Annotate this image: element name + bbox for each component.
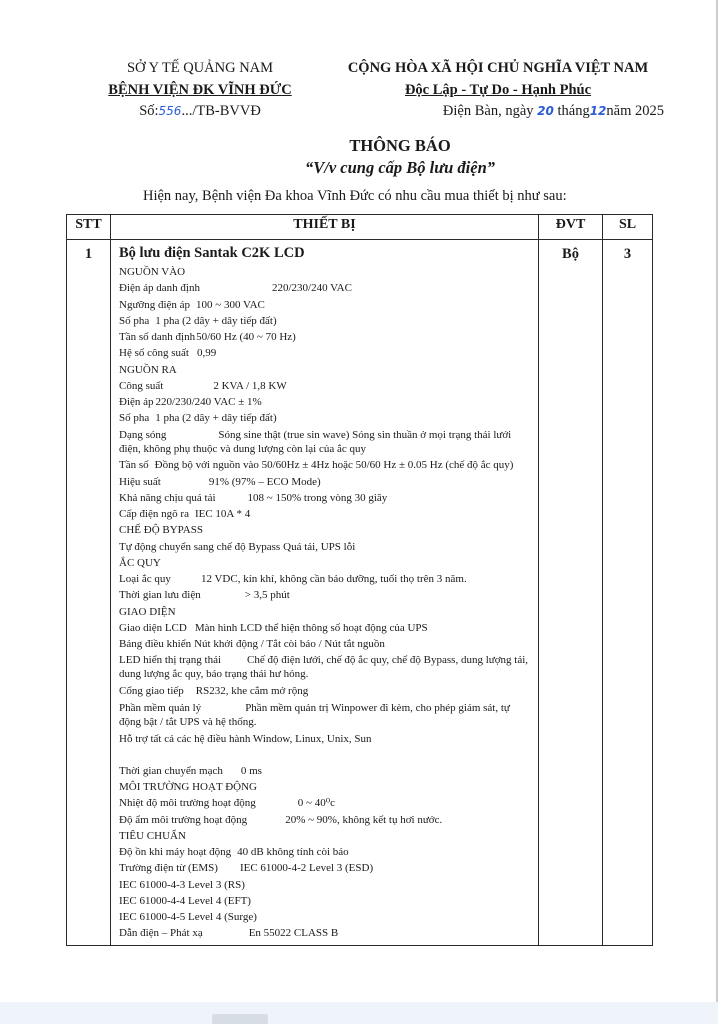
row-description — [111, 240, 539, 946]
notice-subject: “V/v cung cấp Bộ lưu điện” — [304, 158, 496, 177]
spec-value: 1 pha (2 dây + dây tiếp đất) — [155, 412, 277, 425]
spec-section-heading — [119, 779, 532, 795]
spec-key: Cấp điện ngõ ra — [119, 508, 189, 520]
spec-line — [119, 506, 532, 522]
spec-key: Độ ồn khi máy hoạt động — [119, 846, 232, 858]
item-name: Bộ lưu điện Santak C2K LCD — [119, 245, 305, 261]
spec-section-heading — [119, 909, 532, 925]
spec-section-heading — [119, 731, 532, 747]
spec-value: IEC 10A * 4 — [194, 508, 251, 520]
spec-key: Độ ẩm môi trường hoạt động — [119, 813, 248, 826]
spec-key: Ngưỡng điện áp — [119, 298, 191, 311]
spec-line — [119, 378, 532, 394]
spec-value: 0 ms — [240, 764, 262, 777]
nation-title: CỘNG HÒA XÃ HỘI CHỦ NGHĨA VIỆT NAM — [347, 60, 649, 76]
handwritten-day: 20 — [537, 104, 554, 118]
spec-key: Trường điện từ (EMS) — [119, 862, 218, 875]
spec-line — [119, 587, 532, 603]
spec-key: Hỗ trợ tất cả các hệ điều hành Window, Linux, Unix, Sun — [119, 732, 372, 745]
spec-value: 2 KVA / 1,8 KW — [213, 379, 287, 392]
spec-key: CHẾ ĐỘ BYPASS — [119, 524, 203, 537]
row-stt: 1 — [67, 240, 111, 946]
spec-key: Số pha — [119, 314, 150, 327]
national-motto: Độc Lập - Tự Do - Hạnh Phúc — [404, 81, 592, 98]
spec-line — [119, 329, 532, 345]
spec-key: Giao diện LCD — [119, 621, 187, 634]
spec-key: Bảng điều khiển — [119, 638, 192, 650]
spec-section-heading — [119, 522, 532, 538]
spec-key: Hệ số công suất — [119, 347, 189, 360]
spec-key: IEC 61000-4-3 Level 3 (RS) — [119, 878, 245, 891]
notice-title: THÔNG BÁO — [349, 136, 451, 155]
spec-key: Hiệu suất — [119, 475, 161, 488]
spec-key: Khả năng chịu quá tải — [119, 491, 216, 504]
notice-title-block — [130, 135, 670, 179]
spec-key: Phần mềm quản lý — [119, 701, 202, 714]
spec-section-heading — [119, 555, 532, 571]
number-prefix: Số: — [139, 103, 159, 119]
spec-value: Quá tải, UPS lỗi — [283, 540, 356, 553]
spec-value: 12 VDC, kín khí, không cần bảo dưỡng, tuổi thọ trên 3 năm. — [200, 573, 467, 585]
spec-value: 0 ~ 40⁰c — [297, 797, 335, 810]
spec-line — [119, 636, 532, 652]
spec-key: NGUỒN RA — [119, 363, 177, 376]
spec-value: RS232, khe cắm mở rộng — [195, 685, 309, 698]
viewer-bottom-strip — [0, 1002, 718, 1024]
spec-key: Dạng sóng — [119, 428, 167, 441]
spec-key: Điện áp — [119, 396, 154, 408]
spec-line — [119, 280, 532, 296]
spec-key: Điện áp danh định — [119, 282, 200, 295]
spec-list — [119, 264, 532, 942]
spec-key: IEC 61000-4-5 Level 4 (Surge) — [119, 911, 257, 923]
spec-line — [119, 474, 532, 490]
spec-section-heading — [119, 362, 532, 378]
spec-line — [119, 925, 532, 941]
spec-key: Dẫn điện – Phát xạ — [119, 927, 203, 940]
spec-value: Đồng bộ với nguồn vào 50/60Hz ± 4Hz hoặc 50/60 Hz ± 0.05 Hz (chế độ ắc quy) — [154, 458, 514, 471]
spec-line — [119, 428, 532, 456]
spec-line — [119, 490, 532, 506]
table-header-row — [67, 215, 653, 240]
spec-key: Thời gian lưu điện — [119, 589, 201, 602]
spec-value: 91% (97% – ECO Mode) — [208, 475, 321, 488]
spec-key: NGUỒN VÀO — [119, 266, 186, 278]
spec-value: IEC 61000-4-2 Level 3 (ESD) — [239, 862, 374, 875]
spec-line — [119, 297, 532, 313]
spec-key: LED hiển thị trạng thái — [119, 654, 222, 667]
viewer-scroll-thumb[interactable] — [212, 1014, 268, 1024]
spec-value: 108 ~ 150% trong vòng 30 giây — [247, 491, 388, 504]
document-number — [92, 101, 308, 123]
number-suffix: /TB-BVVĐ — [192, 103, 261, 119]
spec-section-heading — [119, 604, 532, 620]
spec-line — [119, 313, 532, 329]
spec-value: Màn hình LCD thể hiện thông số hoạt động của UPS — [194, 621, 428, 634]
spec-section-heading — [119, 828, 532, 844]
spec-value: Nút khởi động / Tắt còi báo / Nút tắt nguồn — [194, 638, 385, 650]
spec-key: ẮC QUY — [119, 556, 161, 569]
spec-key: Loại ắc quy — [119, 573, 171, 585]
col-header-device: THIẾT BỊ — [111, 215, 539, 240]
spec-key: Cổng giao tiếp — [119, 685, 184, 698]
row-qty: 3 — [603, 240, 653, 946]
year-label: năm 2025 — [606, 103, 664, 119]
handwritten-number: 556 — [158, 104, 182, 118]
spec-value: > 3,5 phút — [244, 589, 290, 602]
spec-section-heading — [119, 264, 532, 280]
department-name: SỞ Y TẾ QUẢNG NAM — [126, 60, 274, 76]
spec-section-heading — [119, 877, 532, 893]
spec-value: 50/60 Hz (40 ~ 70 Hz) — [196, 331, 296, 343]
col-header-qty: SL — [603, 215, 653, 240]
spec-value: 100 ~ 300 VAC — [196, 298, 265, 311]
handwritten-month: 12 — [589, 104, 607, 118]
spec-value: 40 dB không tính còi báo — [237, 846, 349, 858]
month-label: tháng — [557, 103, 590, 119]
spec-line — [119, 539, 532, 555]
spec-value: En 55022 CLASS B — [248, 927, 339, 940]
spec-line — [119, 683, 532, 699]
spec-line — [119, 620, 532, 636]
spec-spacer — [119, 747, 532, 763]
spec-key: GIAO DIỆN — [119, 605, 176, 618]
spec-line — [119, 763, 532, 779]
col-header-unit: ĐVT — [539, 215, 603, 240]
equipment-table — [66, 214, 653, 946]
dateline — [330, 101, 666, 123]
place: Điện Bàn, ngày — [442, 103, 534, 119]
hospital-name: BỆNH VIỆN ĐK VĨNH ĐỨC — [108, 81, 292, 98]
spec-key: Công suất — [119, 379, 164, 392]
table-row — [67, 240, 653, 946]
spec-line — [119, 844, 532, 860]
row-unit: Bộ — [539, 240, 603, 946]
spec-value: 1 pha (2 dây + dây tiếp đất) — [155, 314, 277, 327]
spec-key: Tần số — [119, 458, 149, 471]
spec-key: IEC 61000-4-4 Level 4 (EFT) — [119, 894, 251, 907]
spec-key: MÔI TRƯỜNG HOẠT ĐỘNG — [119, 781, 257, 793]
spec-key: Tần số danh định — [119, 331, 196, 343]
spec-line — [119, 653, 532, 681]
spec-key: Số pha — [119, 412, 150, 425]
spec-line — [119, 701, 532, 729]
spec-value: Phần mềm quản trị Winpower đi kèm, cho phép giám sát, tự động bật / tắt UPS và hệ thống. — [119, 701, 510, 728]
spec-value: 220/230/240 VAC ± 1% — [155, 396, 262, 408]
spec-key: Tự động chuyển sang chế độ Bypass — [119, 540, 281, 553]
spec-line — [119, 345, 532, 361]
spec-value: 20% ~ 90%, không kết tụ hơi nước. — [285, 813, 443, 826]
spec-section-heading — [119, 893, 532, 909]
intro-paragraph: Hiện nay, Bệnh viện Đa khoa Vĩnh Đức có nhu cầu mua thiết bị như sau: — [143, 188, 567, 204]
spec-value: 220/230/240 VAC — [271, 282, 352, 295]
spec-line — [119, 394, 532, 410]
spec-value: Sóng sine thật (true sin wave) Sóng sin thuần ở mọi trạng thái lưới điện, không phụ thuộc và dung lượng còn lại của ắc quy — [119, 428, 512, 455]
spec-line — [119, 458, 532, 472]
spec-key: Nhiệt độ môi trường hoạt động — [119, 797, 256, 810]
number-dots: ... — [181, 103, 193, 119]
spec-line — [119, 812, 532, 828]
national-header — [330, 58, 666, 123]
spec-key: TIÊU CHUẨN — [119, 829, 186, 842]
col-header-stt: STT — [67, 215, 111, 240]
issuer-block — [92, 58, 308, 123]
spec-line — [119, 571, 532, 587]
spec-value: Chế độ điện lưới, chế độ ắc quy, chế độ Bypass, dung lượng tải, dung lượng ắc quy, báo trạng thái hư hỏng. — [119, 654, 529, 681]
spec-value: 0,99 — [196, 347, 217, 360]
spec-key: Thời gian chuyển mạch — [119, 764, 223, 777]
spec-line — [119, 410, 532, 426]
spec-line — [119, 795, 532, 811]
spec-line — [119, 860, 532, 876]
